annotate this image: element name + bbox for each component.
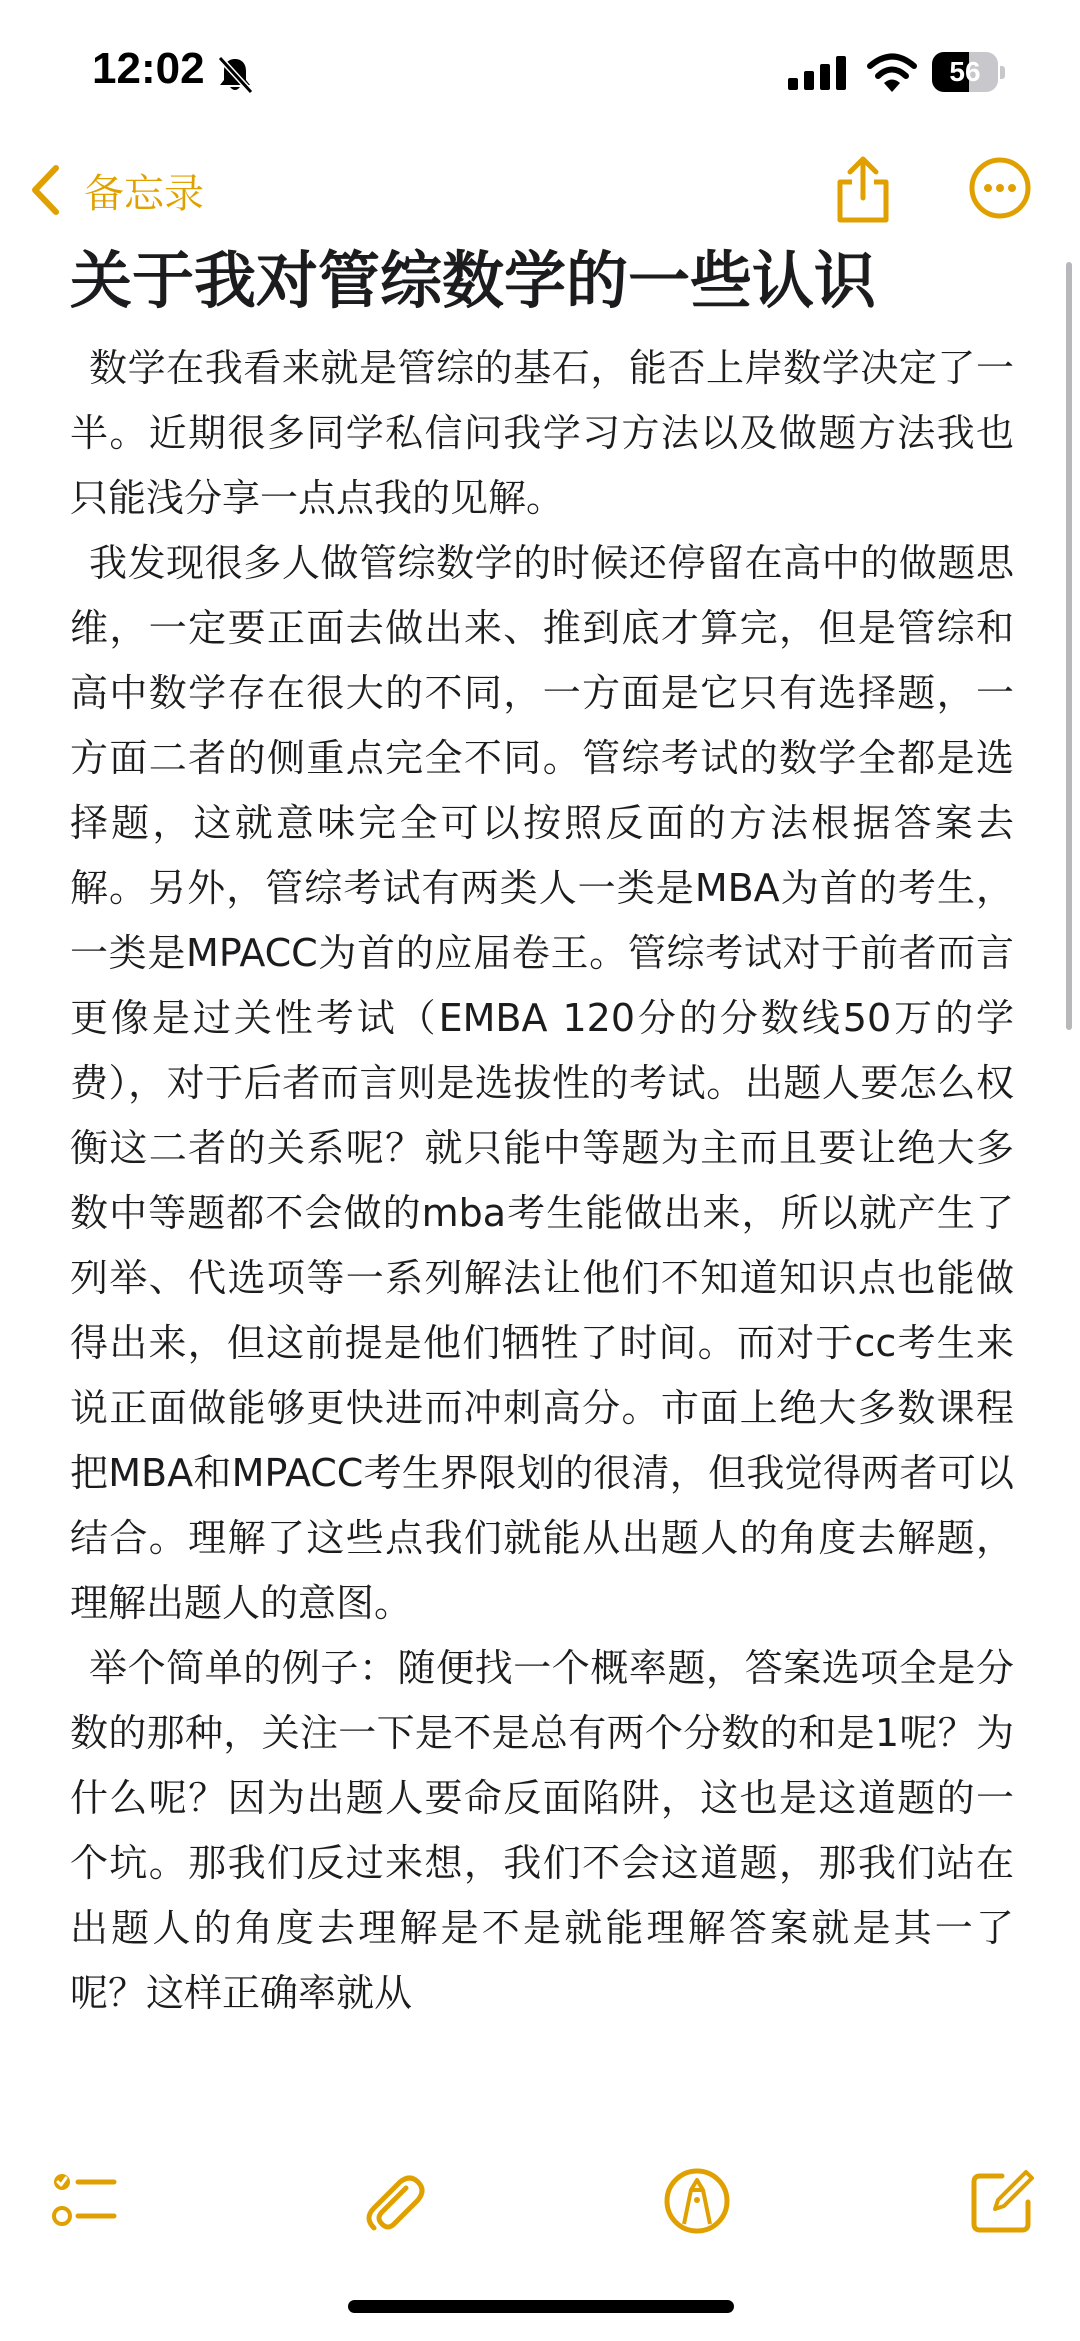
status-time: 12:02 <box>92 44 205 93</box>
scroll-indicator[interactable] <box>1066 262 1072 1030</box>
markup-pen-icon[interactable] <box>662 2166 732 2236</box>
battery-level: 56 <box>949 56 981 87</box>
note-paragraph[interactable]: 数学在我看来就是管综的基石，能否上岸数学决定了一半。近期很多同学私信问我学习方法以及做题方法我也只能浅分享一点点我的见解。 <box>70 346 1014 520</box>
back-button-label: 备忘录 <box>84 170 204 217</box>
cellular-signal-icon <box>788 56 848 90</box>
battery-tip <box>1000 66 1005 79</box>
bell-slash-icon <box>214 54 256 96</box>
note-paragraph[interactable]: 我发现很多人做管综数学的时候还停留在高中的做题思维，一定要正面去做出来、推到底才算完，但是管综和高中数学存在很大的不同，一方面是它只有选择题，一方面二者的侧重点完全不同。管综考试的数学全都是选择题，这就意味完全可以按照反面的方法根据答案去解。另外，管综考试有两类人一类是MBA为首的考生，一类是MPACC为首的应届卷王。管综考试对于前者而言更像是过关性考试（EMBA 120分的分数线50万的学费），对于后者而言则是选拔性的考试。出题人要怎么权衡这二者的关系呢？就只能中等题为主而且要让绝大多数中等题都不会做的mba考生能做出来，所以就产生了列举、代选项等一系列解法让他们不知道知识点也能做得出来，但这前提是他们牺牲了时间。而对于cc考生来说正面做能够更快进而冲刺高分。市面上绝大多数课程把MBA和MPACC考生界限划的很清，但我觉得两者可以结合。理解了这些点我们就能从出题人的角度去解题，理解出题人的意图。 <box>70 541 1014 1625</box>
status-bar <box>0 0 1080 140</box>
checklist-icon[interactable] <box>50 2166 120 2236</box>
battery-body <box>932 52 998 92</box>
note-content[interactable] <box>70 236 1014 2026</box>
note-paragraph[interactable]: 举个简单的例子：随便找一个概率题，答案选项全是分数的那种，关注一下是不是总有两个分数的和是1呢？为什么呢？因为出题人要命反面陷阱，这也是这道题的一个坑。那我们反过来想，我们不会这道题，那我们站在出题人的角度去理解是不是就能理解答案就是其一了呢？这样正确率就从 <box>70 1646 1014 2015</box>
bottom-toolbar <box>0 2156 1080 2246</box>
wifi-icon <box>866 52 918 92</box>
note-title[interactable]: 关于我对管综数学的一些认识 <box>70 244 877 317</box>
share-icon[interactable] <box>828 154 898 226</box>
paperclip-icon[interactable] <box>358 2166 428 2236</box>
note-body[interactable] <box>70 336 1014 2026</box>
back-button[interactable] <box>28 150 204 230</box>
battery-indicator <box>932 52 1006 92</box>
compose-icon[interactable] <box>968 2166 1038 2236</box>
nav-bar <box>0 150 1080 230</box>
more-options-icon[interactable] <box>968 156 1032 220</box>
chevron-left-icon <box>28 163 62 217</box>
home-indicator[interactable] <box>348 2300 734 2313</box>
